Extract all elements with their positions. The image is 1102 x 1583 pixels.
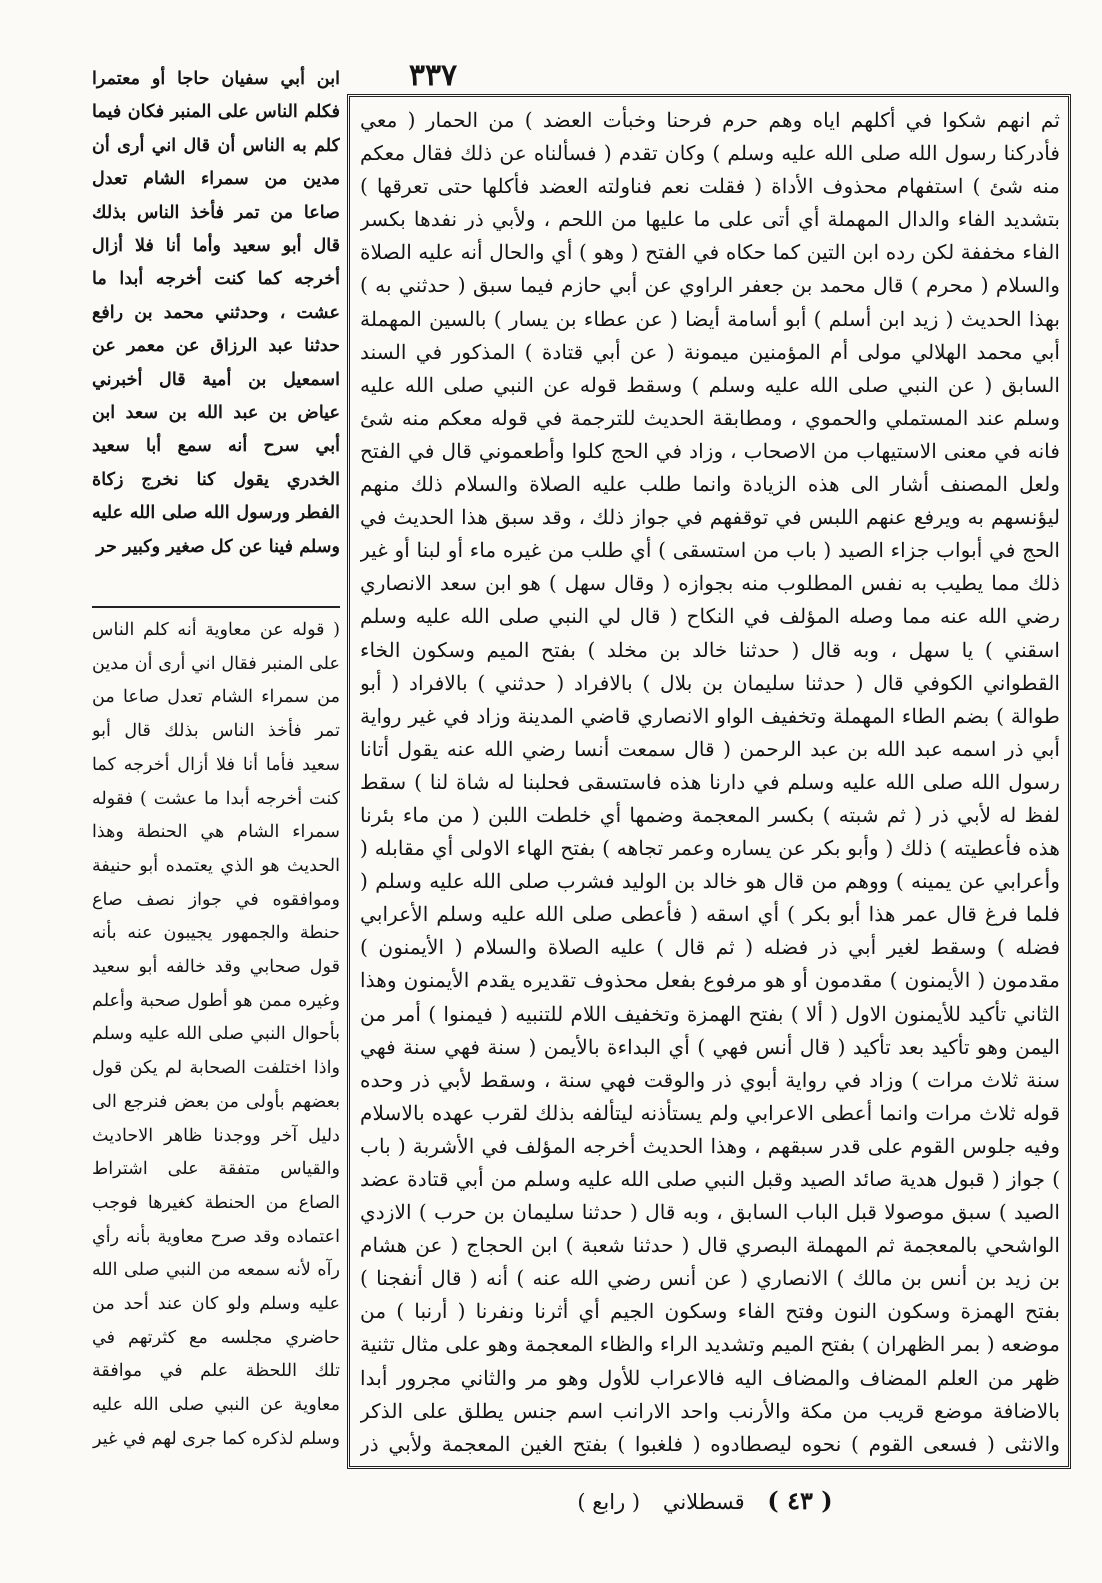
footer-author: قسطلاني	[662, 1490, 745, 1514]
side-matn-text: ابن أبي سفيان حاجا أو معتمرا فكلم الناس على المنبر فكان فيما كلم به الناس أن قال اني أرى أن مدين من سمراء الشام تعدل صاعا من تمر فأخذ الناس بذلك قال أبو سعيد وأما أنا فلا أزال أخرجه كما كنت أخرجه أبدا ما عشت ، وحدثني محمد بن رافع حدثنا عبد الرزاق عن معمر عن اسمعيل بن أمية قال أخبرني عياض بن عبد الله بن سعد ابن أبي سرح أنه سمع أبا سعيد الخدري يقول كنا نخرج زكاة الفطر ورسول الله صلى الله عليه وسلم فينا عن كل صغير وكبير حر	[92, 68, 340, 557]
footer-volume: ( رابع )	[577, 1490, 641, 1514]
page-number: ٣٣٧	[408, 58, 458, 93]
footer-sheet-number: ( ٤٣ )	[767, 1486, 833, 1515]
side-sharh-text: ( قوله عن معاوية أنه كلم الناس على المنبر فقال اني أرى أن مدين من سمراء الشام تعدل صاعا من تمر فأخذ الناس بذلك قال أبو سعيد فأما أنا فلا أزال أخرجه كما كنت أخرجه أبدا ما عشت ) فقوله سمراء الشام هي الحنطة وهذا الحديث هو الذي يعتمده أبو حنيفة وموافقوه في جواز نصف صاع حنطة والجمهور يجيبون عنه بأنه قول صحابي وقد خالفه أبو سعيد وغيره ممن هو أطول صحبة وأعلم بأحوال النبي صلى الله عليه وسلم واذا اختلفت الصحابة لم يكن قول بعضهم بأولى من بعض فنرجع الى دليل آخر ووجدنا ظاهر الاحاديث والقياس متفقة على اشتراط الصاع من الحنطة كغيرها فوجب اعتماده وقد صرح معاوية بأنه رأي رآه لأنه سمعه من النبي صلى الله عليه وسلم ولو كان عند أحد من حاضري مجلسه مع كثرتهم في تلك اللحظة علم في موافقة معاوية عن النبي صلى الله عليه وسلم لذكره كما جرى لهم في غير	[92, 620, 340, 1449]
side-divider-rule	[92, 606, 340, 608]
main-commentary-text: ثم انهم شكوا في أكلهم اياه وهم حرم فرحنا وخبأت العضد ) من الحمار ( معي فأدركنا رسول الله صلى الله عليه وسلم ) وكان تقدم ( فسألناه عن ذلك فقال معكم منه شئ ) استفهام محذوف الأداة ( فقلت نعم فناولته العضد فأكلها حتى تعرقها ) بتشديد الفاء والدال المهملة أي أتى على ما عليها من اللحم ، ولأبي ذر نفدها بكسر الفاء مخففة لكن رده ابن التين كما حكاه في الفتح ( وهو ) أي والحال أنه عليه الصلاة والسلام ( محرم ) قال محمد بن جعفر الراوي عن أبي حازم فيما سبق ( حدثني به ) بهذا الحديث ( زيد ابن أسلم ) أبو أسامة أيضا ( عن عطاء بن يسار ) بالسين المهملة أبي محمد الهلالي مولى أم المؤمنين ميمونة ( عن أبي قتادة ) المذكور في السند السابق ( عن النبي صلى الله عليه وسلم ) وسقط قوله عن النبي صلى الله عليه وسلم عند المستملي والحموي ، ومطابقة الحديث للترجمة في قوله معكم منه شئ فانه في معنى الاستيهاب من الاصحاب ، وزاد في الحج كلوا وأطعموني قال في الفتح ولعل المصنف أشار الى هذه الزيادة وانما طلب عليه الصلاة والسلام ذلك منهم ليؤنسهم به ويرفع عنهم اللبس في توقفهم في جواز ذلك ، وقد سبق هذا الحديث في الحج في أبواب جزاء الصيد ( باب من استسقى ) أي طلب من غيره ماء أو لبنا أو غير ذلك مما يطيب به نفس المطلوب منه بجوازه ( وقال سهل ) هو ابن سعد الانصاري رضي الله عنه مما وصله المؤلف في النكاح ( قال لي النبي صلى الله عليه وسلم اسقني ) يا سهل ، وبه قال ( حدثنا خالد بن مخلد ) بفتح الميم وسكون الخاء القطواني الكوفي قال ( حدثنا سليمان بن بلال ) بالافراد ( حدثني ) بالافراد ( أبو طوالة ) بضم الطاء المهملة وتخفيف الواو الانصاري قاضي المدينة وزاد في غير رواية أبي ذر اسمه عبد الله بن عبد الرحمن ( قال سمعت أنسا رضي الله عنه يقول أتانا رسول الله صلى الله عليه وسلم في دارنا هذه فاستسقى فحلبنا له شاة لنا ) سقط لفظ له لأبي ذر ( ثم شبته ) بكسر المعجمة وضمها أي خلطت اللبن ( من ماء بئرنا هذه فأعطيته ) ذلك ( وأبو بكر عن يساره وعمر تجاهه ) بفتح الهاء الاولى أي مقابله ( وأعرابي عن يمينه ) ووهم من قال هو خالد بن الوليد فشرب صلى الله عليه وسلم ( فلما فرغ قال عمر هذا أبو بكر ) أي اسقه ( فأعطى صلى الله عليه وسلم الأعرابي فضله ) وسقط لغير أبي ذر فضله ( ثم قال ) عليه الصلاة والسلام ( الأيمنون ) مقدمون ( الأيمنون ) مقدمون أو هو مرفوع بفعل محذوف تقديره يقدم الأيمنون وهذا الثاني تأكيد للأيمنون الاول ( ألا ) بفتح الهمزة وتخفيف اللام للتنبيه ( فيمنوا ) أمر من اليمن وهو تأكيد بعد تأكيد ( قال أنس فهي ) أي البداءة بالأيمن ( سنة فهي سنة فهي سنة ثلاث مرات ) وزاد في رواية أبوي ذر والوقت فهي سنة ، وسقط لأبي ذر وحده قوله ثلاث مرات وانما أعطى الاعرابي ولم يستأذنه ليتألفه بذلك لقرب عهده بالاسلام وفيه جلوس القوم على قدر سبقهم ، وهذا الحديث أخرجه المؤلف في الأشربة ( باب ) جواز ( قبول هدية صائد الصيد وقبل النبي صلى الله عليه وسلم من أبي قتادة عضد الصيد ) سبق موصولا قبل الباب السابق ، وبه قال ( حدثنا سليمان بن حرب ) الازدي الواشحي بالمعجمة ثم المهملة البصري قال ( حدثنا شعبة ) ابن الحجاج ( عن هشام بن زيد بن أنس بن مالك ) الانصاري ( عن أنس رضي الله عنه ) أنه ( قال أنفجنا ) بفتح الهمزة وسكون النون وفتح الفاء وسكون الجيم أي أثرنا ونفرنا ( أرنبا ) من موضعه ( بمر الظهران ) بفتح الميم وتشديد الراء والظاء المعجمة وهو على مثال تثنية ظهر من العلم المضاف والمضاف اليه فالاعراب للأول وهو مر والثاني مجرور أبدا بالاضافة موضع قريب من مكة والأرنب واحد الارانب اسم جنس يطلق على الذكر والانثى ( فسعى القوم ) نحوه ليصطادوه ( فلغبوا ) بفتح الغين المعجمة ولأبي ذر	[360, 108, 1060, 1456]
page-footer	[540, 1486, 870, 1515]
